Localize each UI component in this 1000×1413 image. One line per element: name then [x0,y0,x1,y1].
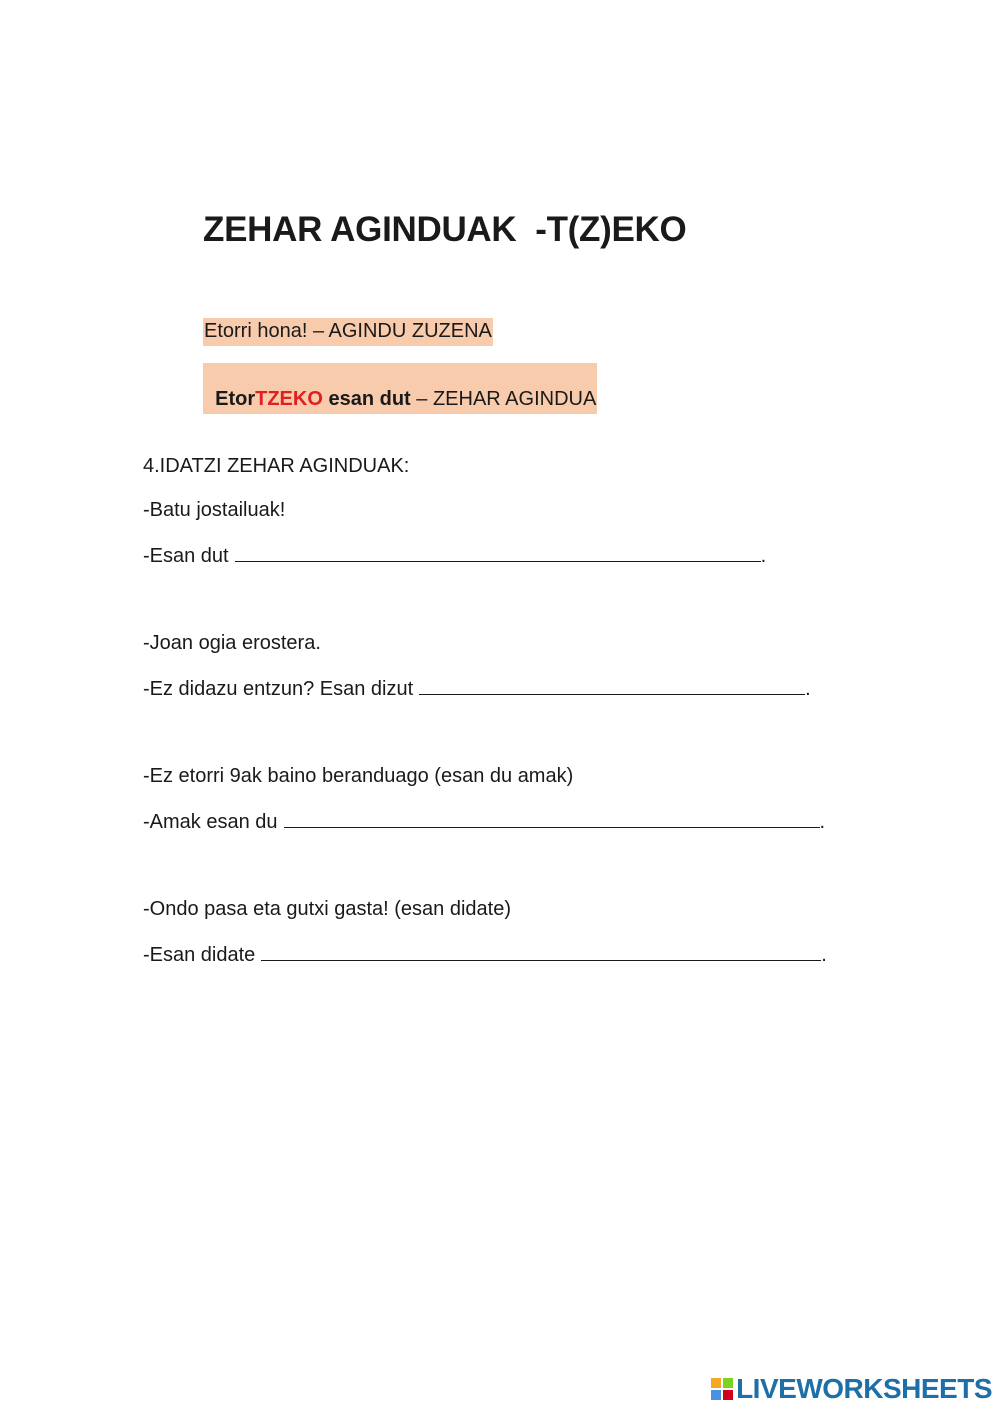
example-direct-command: Etorri hona! – AGINDU ZUZENA [203,318,493,346]
exercise-prompt: -Ondo pasa eta gutxi gasta! (esan didate) [143,898,512,920]
answer-blank-input[interactable] [235,543,761,562]
exercise-prompt: -Ez etorri 9ak baino beranduago (esan du amak) [143,765,574,787]
answer-end-period: . [805,678,811,700]
exercise-heading: 4.IDATZI ZEHAR AGINDUAK: [143,455,410,477]
example-indirect-command [203,363,597,414]
liveworksheets-logo[interactable] [711,1373,992,1405]
answer-blank-input[interactable] [261,942,821,961]
logo-text: LIVEWORKSHEETS [736,1373,992,1404]
answer-blank-input[interactable] [284,809,820,828]
example-suffix: TZEKO [255,388,323,410]
answer-end-period: . [819,811,826,833]
example-label: – ZEHAR AGINDUA [410,388,597,410]
answer-prefix: -Ez didazu entzun? Esan dizut [143,678,414,700]
exercise-answer-row [143,942,827,967]
exercise-answer-row [143,543,766,568]
answer-prefix: -Esan dut [143,545,229,567]
answer-end-period: . [821,944,827,966]
answer-prefix: -Amak esan du [143,811,278,833]
worksheet-title: ZEHAR AGINDUAK -T(Z)EKO [203,210,687,249]
exercise-answer-row [143,809,825,834]
example-verb-stem: Etor [215,388,256,410]
liveworksheets-logo-icon [711,1378,733,1400]
answer-end-period: . [760,545,767,567]
exercise-answer-row [143,676,811,701]
exercise-prompt: -Joan ogia erostera. [143,632,321,654]
answer-prefix: -Esan didate [143,944,256,966]
answer-blank-input[interactable] [419,676,805,695]
example-verb-rest: esan dut [322,388,411,410]
exercise-prompt: -Batu jostailuak! [143,499,286,521]
